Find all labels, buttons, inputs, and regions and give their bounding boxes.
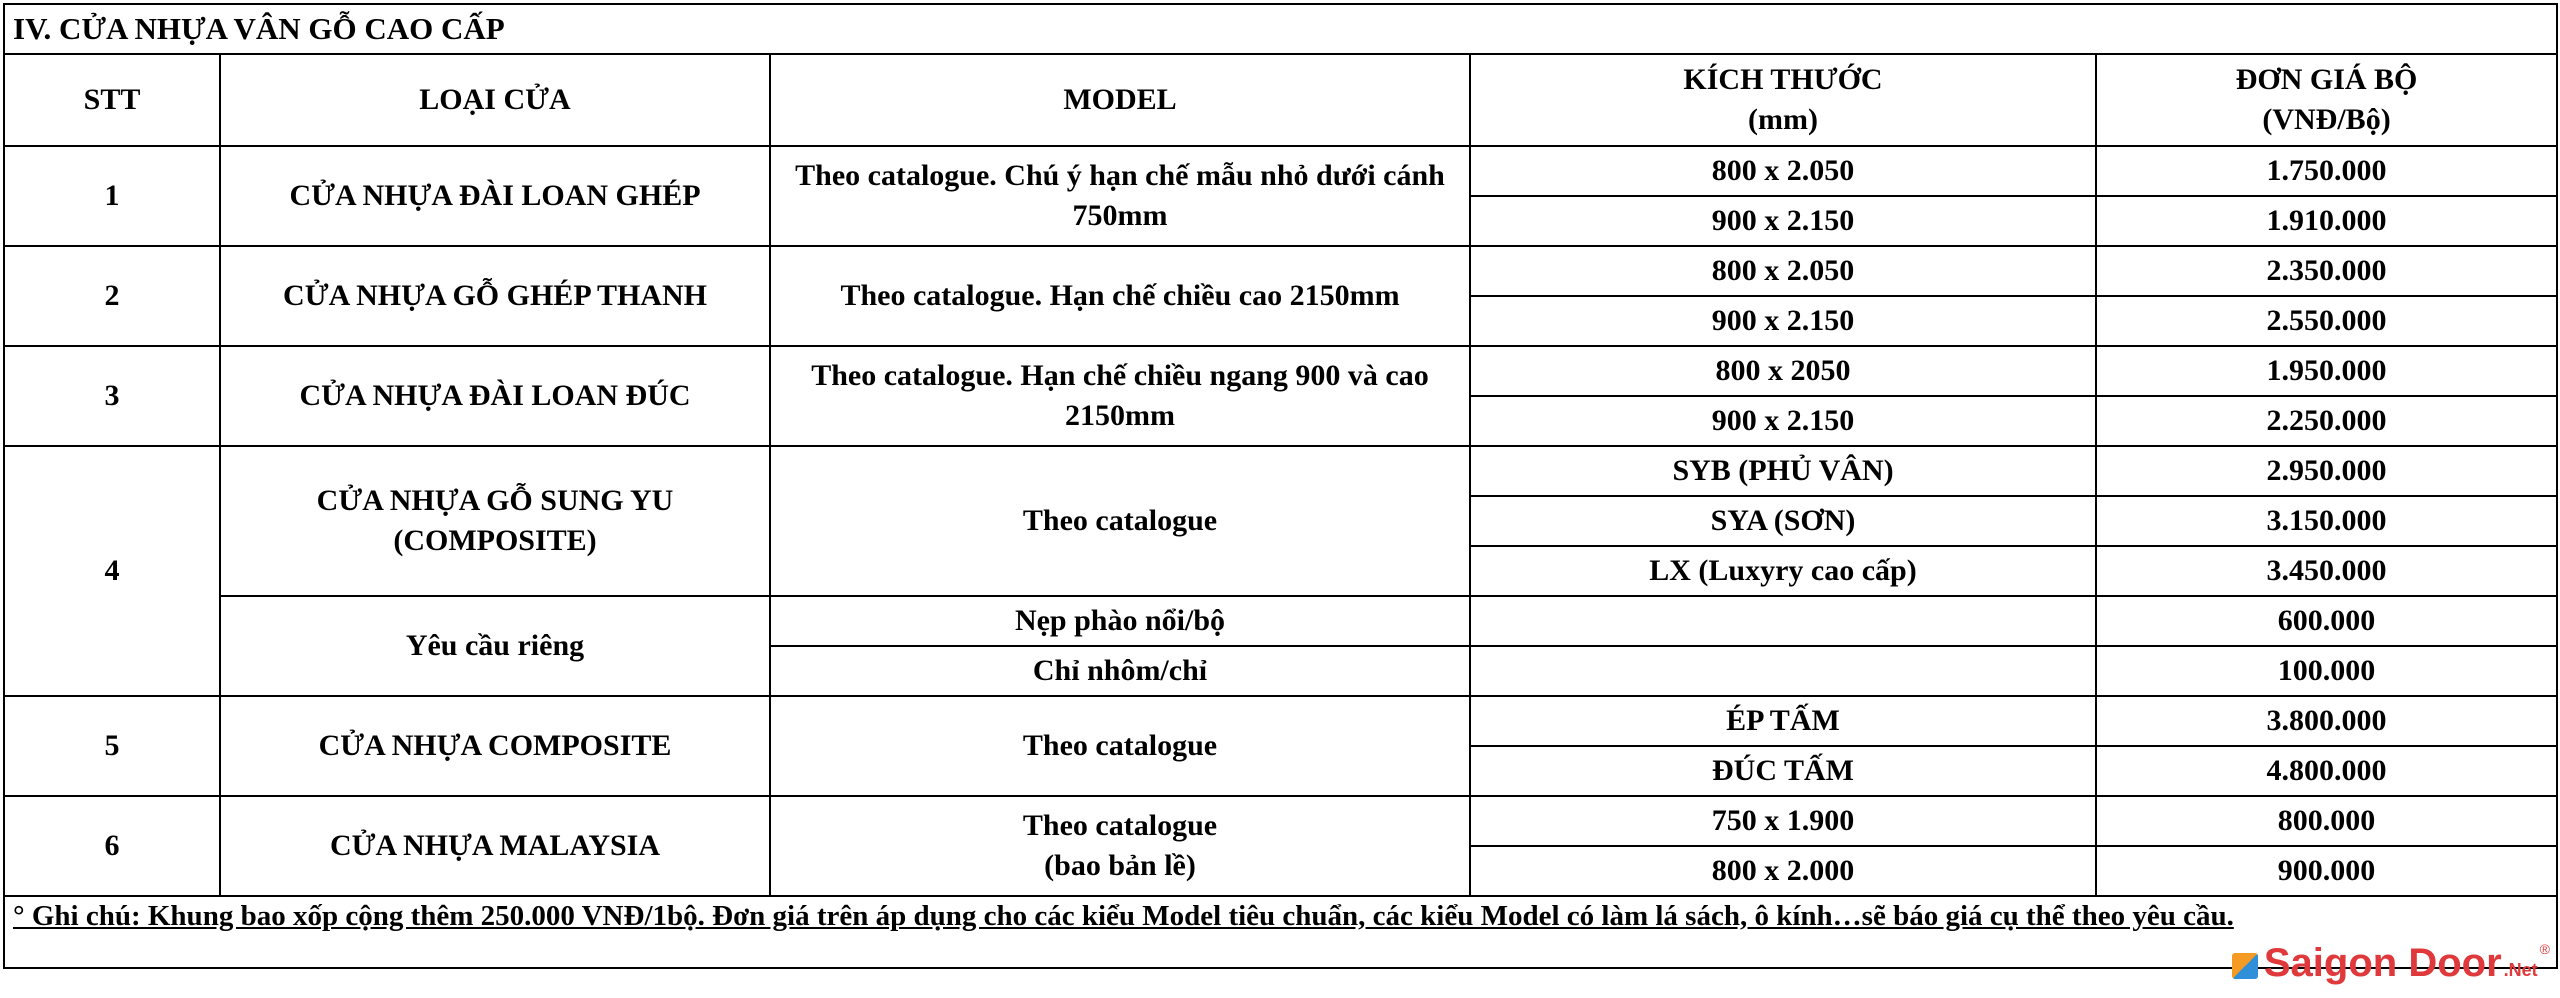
row-4-size-3: LX (Luxyry cao cấp) bbox=[1470, 546, 2096, 596]
row-1-stt: 1 bbox=[4, 146, 220, 246]
row-4-price-1: 2.950.000 bbox=[2096, 446, 2557, 496]
row-4-extra-model-2: Chỉ nhôm/chỉ bbox=[770, 646, 1470, 696]
row-4-extra-price-1: 600.000 bbox=[2096, 596, 2557, 646]
watermark-tld: .Net bbox=[2503, 960, 2538, 980]
row-5-model: Theo catalogue bbox=[770, 696, 1470, 796]
row-4-size-2: SYA (SƠN) bbox=[1470, 496, 2096, 546]
row-3-price-1: 1.950.000 bbox=[2096, 346, 2557, 396]
row-6-model-line-1: Theo catalogue bbox=[1022, 809, 1218, 842]
row-5-price-1: 3.800.000 bbox=[2096, 696, 2557, 746]
header-loai-cua: LOẠI CỬA bbox=[220, 54, 770, 146]
row-1-size-1: 800 x 2.050 bbox=[1470, 146, 2096, 196]
header-don-gia-label: ĐƠN GIÁ BỘ bbox=[2235, 63, 2418, 96]
row-6-model-line-2: (bao bản lề) bbox=[1044, 849, 1196, 882]
table-row bbox=[4, 446, 2557, 496]
row-3-stt: 3 bbox=[4, 346, 220, 446]
saigon-door-watermark bbox=[2232, 941, 2550, 985]
row-1-model: Theo catalogue. Chú ý hạn chế mẫu nhỏ dưới cánh 750mm bbox=[770, 146, 1470, 246]
row-1-price-1: 1.750.000 bbox=[2096, 146, 2557, 196]
saigon-door-logo-icon bbox=[2232, 953, 2258, 979]
row-4-loai-line-2: (COMPOSITE) bbox=[393, 524, 597, 557]
table-row bbox=[4, 246, 2557, 296]
row-4-extra-size-2 bbox=[1470, 646, 2096, 696]
row-3-model: Theo catalogue. Hạn chế chiều ngang 900 và cao 2150mm bbox=[770, 346, 1470, 446]
footnote: ° Ghi chú: Khung bao xốp cộng thêm 250.000 VNĐ/1bộ. Đơn giá trên áp dụng cho các kiểu Model tiêu chuẩn, các kiểu Model có làm lá sách, ô kính…sẽ báo giá cụ thể theo yêu cầu. bbox=[4, 896, 2557, 968]
row-3-loai: CỬA NHỰA ĐÀI LOAN ĐÚC bbox=[220, 346, 770, 446]
price-table-sheet bbox=[3, 3, 2556, 993]
row-6-size-1: 750 x 1.900 bbox=[1470, 796, 2096, 846]
row-2-price-2: 2.550.000 bbox=[2096, 296, 2557, 346]
row-4-loai bbox=[220, 446, 770, 596]
table-title: IV. CỬA NHỰA VÂN GỖ CAO CẤP bbox=[4, 4, 2557, 54]
row-5-loai: CỬA NHỰA COMPOSITE bbox=[220, 696, 770, 796]
header-row bbox=[4, 54, 2557, 146]
row-4-price-3: 3.450.000 bbox=[2096, 546, 2557, 596]
row-3-price-2: 2.250.000 bbox=[2096, 396, 2557, 446]
row-6-model bbox=[770, 796, 1470, 896]
watermark-name: Saigon Door bbox=[2263, 941, 2502, 985]
row-6-size-2: 800 x 2.000 bbox=[1470, 846, 2096, 896]
row-2-price-1: 2.350.000 bbox=[2096, 246, 2557, 296]
row-3-size-2: 900 x 2.150 bbox=[1470, 396, 2096, 446]
row-4-extra-size-1 bbox=[1470, 596, 2096, 646]
row-1-loai: CỬA NHỰA ĐÀI LOAN GHÉP bbox=[220, 146, 770, 246]
row-5-stt: 5 bbox=[4, 696, 220, 796]
header-kich-thuoc-label: KÍCH THƯỚC bbox=[1683, 63, 1883, 96]
row-4-extra-price-2: 100.000 bbox=[2096, 646, 2557, 696]
row-4-loai-line-1: CỬA NHỰA GỖ SUNG YU bbox=[316, 484, 674, 517]
row-5-size-2: ĐÚC TẤM bbox=[1470, 746, 2096, 796]
header-don-gia-unit: (VNĐ/Bộ) bbox=[2262, 103, 2391, 136]
row-1-size-2: 900 x 2.150 bbox=[1470, 196, 2096, 246]
row-4-extra-model-1: Nẹp phào nổi/bộ bbox=[770, 596, 1470, 646]
row-2-model: Theo catalogue. Hạn chế chiều cao 2150mm bbox=[770, 246, 1470, 346]
row-4-size-1: SYB (PHỦ VÂN) bbox=[1470, 446, 2096, 496]
watermark-registered: ® bbox=[2539, 941, 2550, 957]
row-2-size-1: 800 x 2.050 bbox=[1470, 246, 2096, 296]
table-row bbox=[4, 696, 2557, 746]
row-4-model: Theo catalogue bbox=[770, 446, 1470, 596]
row-2-loai: CỬA NHỰA GỖ GHÉP THANH bbox=[220, 246, 770, 346]
table-row bbox=[4, 796, 2557, 846]
price-table bbox=[3, 3, 2558, 969]
table-row bbox=[4, 346, 2557, 396]
row-3-size-1: 800 x 2050 bbox=[1470, 346, 2096, 396]
row-6-price-2: 900.000 bbox=[2096, 846, 2557, 896]
row-2-stt: 2 bbox=[4, 246, 220, 346]
row-4-stt: 4 bbox=[4, 446, 220, 696]
row-4-price-2: 3.150.000 bbox=[2096, 496, 2557, 546]
row-5-size-1: ÉP TẤM bbox=[1470, 696, 2096, 746]
header-stt: STT bbox=[4, 54, 220, 146]
header-don-gia bbox=[2096, 54, 2557, 146]
row-6-price-1: 800.000 bbox=[2096, 796, 2557, 846]
row-6-stt: 6 bbox=[4, 796, 220, 896]
header-kich-thuoc bbox=[1470, 54, 2096, 146]
header-model: MODEL bbox=[770, 54, 1470, 146]
table-row bbox=[4, 146, 2557, 196]
table-row bbox=[4, 596, 2557, 646]
row-4-extra-label: Yêu cầu riêng bbox=[220, 596, 770, 696]
row-5-price-2: 4.800.000 bbox=[2096, 746, 2557, 796]
row-2-size-2: 900 x 2.150 bbox=[1470, 296, 2096, 346]
row-1-price-2: 1.910.000 bbox=[2096, 196, 2557, 246]
row-6-loai: CỬA NHỰA MALAYSIA bbox=[220, 796, 770, 896]
header-kich-thuoc-unit: (mm) bbox=[1748, 103, 1818, 136]
